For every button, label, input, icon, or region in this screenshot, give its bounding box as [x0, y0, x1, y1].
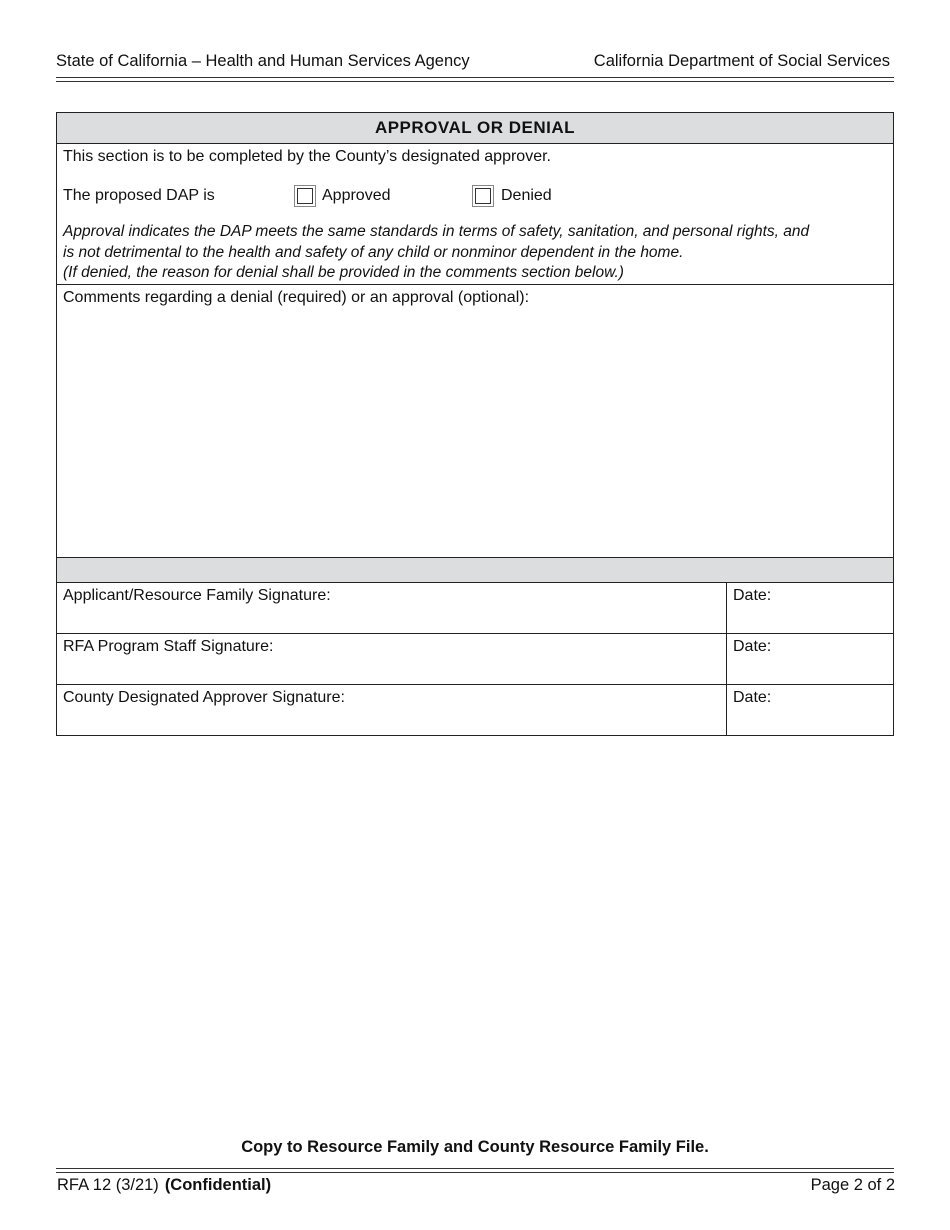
confidential-label: (Confidential): [164, 1176, 272, 1194]
approval-note-line: is not detrimental to the health and safety of any child or nonminor dependent in the home.: [63, 243, 684, 261]
header-department: California Department of Social Services: [593, 52, 890, 70]
decision-section: [57, 144, 893, 285]
approved-checkbox[interactable]: [297, 188, 313, 204]
form-number: RFA 12 (3/21): [57, 1176, 159, 1194]
dap-label: The proposed DAP is: [63, 187, 215, 204]
denied-checkbox[interactable]: [475, 188, 491, 204]
approval-or-denial-form: [56, 112, 894, 736]
date-label: Date:: [733, 638, 772, 655]
approver-date-field[interactable]: [727, 685, 893, 735]
applicant-signature-field[interactable]: [57, 583, 727, 633]
intro-text: This section is to be completed by the County’s designated approver.: [63, 148, 551, 165]
applicant-date-field[interactable]: [727, 583, 893, 633]
approval-note-line: Approval indicates the DAP meets the same standards in terms of safety, sanitation, and personal rights, and: [63, 223, 810, 240]
staff-date-field[interactable]: [727, 634, 893, 684]
date-label: Date:: [733, 587, 772, 604]
denied-label: Denied: [501, 187, 552, 204]
approved-label: Approved: [322, 187, 391, 204]
header-agency: State of California – Health and Human Services Agency: [56, 52, 470, 70]
signature-label: RFA Program Staff Signature:: [63, 638, 274, 655]
signature-row-staff: [57, 634, 893, 685]
signature-row-applicant: [57, 583, 893, 634]
comments-field[interactable]: [57, 285, 893, 558]
denial-note-line: (If denied, the reason for denial shall be provided in the comments section below.): [63, 264, 624, 281]
header-rule: [56, 77, 894, 82]
comments-label: Comments regarding a denial (required) or an approval (optional):: [63, 289, 530, 306]
approver-signature-field[interactable]: [57, 685, 727, 735]
signature-label: Applicant/Resource Family Signature:: [63, 587, 331, 604]
copy-instruction: Copy to Resource Family and County Resource Family File.: [241, 1138, 709, 1156]
form-id: [57, 1176, 271, 1195]
divider-bar: [57, 558, 893, 583]
staff-signature-field[interactable]: [57, 634, 727, 684]
signature-label: County Designated Approver Signature:: [63, 689, 345, 706]
signature-row-approver: [57, 685, 893, 735]
date-label: Date:: [733, 689, 772, 706]
section-title: APPROVAL OR DENIAL: [57, 113, 893, 144]
approval-note: [63, 222, 889, 284]
footer-rule: [56, 1168, 894, 1173]
page-number: Page 2 of 2: [810, 1176, 895, 1194]
